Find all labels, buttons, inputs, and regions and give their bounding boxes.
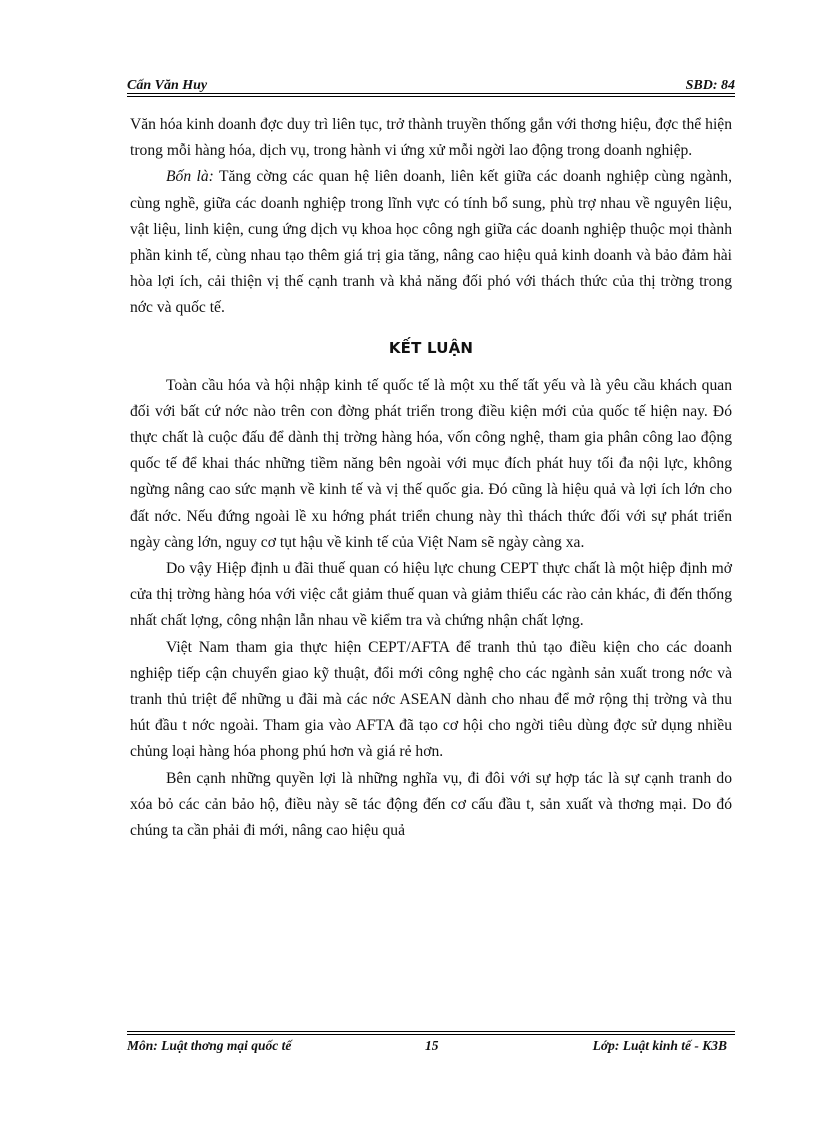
document-body — [130, 112, 732, 844]
footer-rule-thin — [127, 1034, 735, 1035]
paragraph: Việt Nam tham gia thực hiện CEPT/AFTA để tranh thủ tạo điều kiện cho các doanh nghiệp tiếp cận chuyển giao kỹ thuật, đổi mới công nghệ cho các ngành sản xuất trong nớc và tranh thủ triệt để những u đãi mà các nớc ASEAN dành cho nhau để mở rộng thị trờng và thu hút đầu t nớc ngoài. Tham gia vào AFTA đã tạo cơ hội cho ngời tiêu dùng đợc sử dụng nhiều chủng loại hàng hóa phong phú hơn và giá rẻ hơn. — [130, 638, 732, 761]
page-footer — [127, 1038, 735, 1058]
footer-rule — [127, 1031, 735, 1032]
footer-class: Lớp: Luật kinh tế - K3B — [592, 1038, 727, 1053]
paragraph: Bên cạnh những quyền lợi là những nghĩa vụ, đi đôi với sự hợp tác là sự cạnh tranh do xóa bỏ các cản bảo hộ, điều này sẽ tác động đến cơ cấu đầu t, sản xuất và thơng mại. Do đó chúng ta cần phải đi mới, nâng cao hiệu quả — [130, 769, 732, 840]
page-number: 15 — [425, 1038, 439, 1053]
paragraph: Văn hóa kinh doanh đợc duy trì liên tục, trở thành truyền thống gắn với thơng hiệu, đợc thể hiện trong mỗi hàng hóa, dịch vụ, trong hành vi ứng xử mỗi ngời lao động trong doanh nghiệp. — [130, 116, 732, 160]
paragraph-lead: Bốn là: — [166, 168, 214, 186]
section-heading: KẾT LUẬN — [388, 338, 474, 357]
header-candidate-number: SBD: 84 — [685, 78, 735, 93]
paragraph: Do vậy Hiệp định u đãi thuế quan có hiệu lực chung CEPT thực chất là một hiệp định mở cửa thị trờng hàng hóa với việc cắt giảm thuế quan và giảm thiểu các rào cản khác, đi đến thống nhất chất lợng, công nhận lẫn nhau về kiểm tra và chứng nhận chất lợng. — [130, 560, 732, 630]
paragraph-fourth — [130, 164, 732, 321]
footer-subject: Môn: Luật thơng mại quốc tế — [127, 1038, 292, 1053]
header-rule — [127, 93, 735, 94]
header-author: Cấn Văn Huy — [127, 78, 208, 93]
header-rule-thin — [127, 96, 735, 97]
paragraph: Toàn cầu hóa và hội nhập kinh tế quốc tế là một xu thế tất yếu và là yêu cầu khách quan đối với bất cứ nớc nào trên con đờng phát triển trong điều kiện mới của quốc tế hiện nay. Đó thực chất là cuộc đấu để dành thị trờng hàng hóa, vốn công nghệ, tham gia phân công lao động quốc tế để khai thác những tiềm năng bên ngoài với mục đích phát huy tối đa nội lực, không ngừng nâng cao sức mạnh về kinh tế và vị thế quốc gia. Đó cũng là hiệu quả và lợi ích lớn cho đất nớc. Nếu đứng ngoài lề xu hớng phát triển chung này thì thách thức đối với sự phát triển ngày càng lớn, nguy cơ tụt hậu về kinh tế của Việt Nam sẽ ngày càng xa. — [130, 376, 732, 551]
paragraph-text: Tăng cờng các quan hệ liên doanh, liên kết giữa các doanh nghiệp cùng ngành, cùng nghề, giữa các doanh nghiệp trong lĩnh vực có tính bổ sung, phù trợ nhau về nguyên liệu, vật liệu, linh kiện, cung ứng dịch vụ khoa học công ngh giữa các doanh nghiệp thuộc mọi thành phần kinh tế, cùng nhau tạo thêm giá trị gia tăng, nâng cao hiệu quả kinh doanh và bảo đảm hài hòa lợi ích, cải thiện vị thế cạnh tranh và khả năng đối phó với thách thức của thị trờng trong nớc và quốc tế. — [130, 168, 733, 317]
